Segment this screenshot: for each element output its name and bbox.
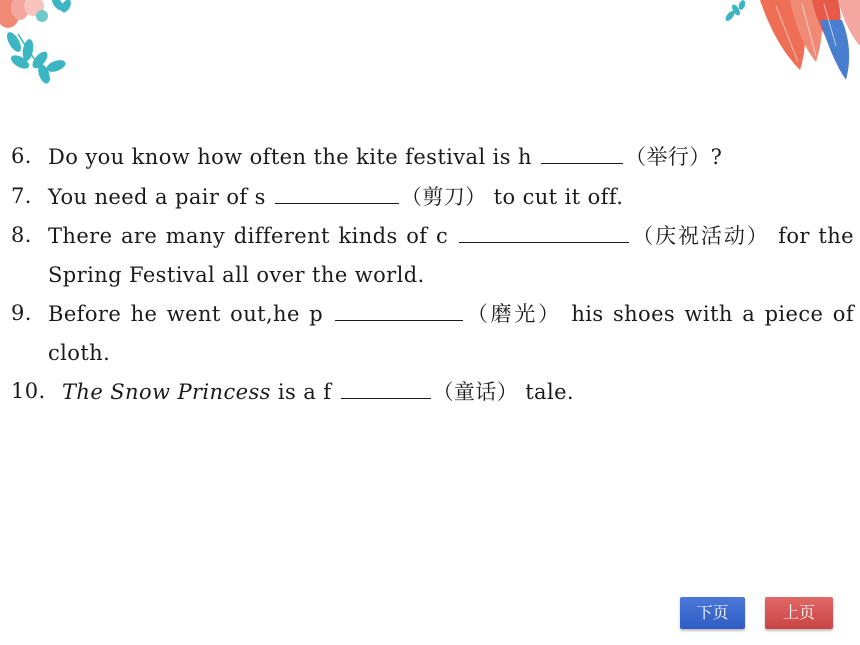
question-text: is a f [277, 380, 332, 404]
chinese-hint: （剪刀） [400, 184, 487, 209]
floral-decoration-left [0, 0, 110, 100]
question-text: Do you know how often the kite festival is h [48, 145, 532, 169]
question-text-after: for the [778, 224, 855, 248]
exercise-list [0, 137, 860, 412]
question-text: There are many different kinds of c [48, 224, 449, 248]
floral-decoration-right [720, 0, 860, 95]
answer-blank[interactable] [335, 294, 463, 321]
question-text: Before he went out,he p [48, 302, 324, 326]
chinese-hint: （庆祝活动） [630, 224, 770, 248]
answer-blank[interactable] [341, 372, 431, 399]
book-title: The Snow Princess [62, 380, 271, 404]
question-number: 9. [11, 301, 32, 325]
question-9 [0, 294, 860, 372]
previous-page-button[interactable]: 上页 [765, 597, 833, 629]
question-8 [0, 216, 860, 294]
answer-blank[interactable] [275, 177, 399, 204]
question-10 [0, 372, 860, 412]
question-number: 6. [11, 144, 32, 168]
question-number: 8. [11, 223, 32, 247]
question-6 [0, 137, 860, 177]
chinese-hint: （磨光） [464, 302, 562, 326]
question-7 [0, 177, 860, 217]
next-page-button[interactable]: 下页 [680, 597, 745, 629]
question-text-line2: cloth. [48, 340, 111, 365]
question-text-line2: Spring Festival all over the world. [48, 262, 425, 287]
question-text-after: his shoes with a piece of [571, 302, 854, 326]
question-text-after: to cut it off. [493, 184, 624, 209]
answer-blank[interactable] [541, 137, 623, 164]
chinese-hint: （童话） [432, 380, 519, 404]
chinese-hint: （举行） [625, 145, 711, 169]
question-number: 10. [11, 379, 46, 403]
question-text-after: ? [710, 145, 723, 169]
question-text: You need a pair of s [48, 184, 266, 209]
answer-blank[interactable] [459, 216, 629, 243]
question-text-after: tale. [525, 380, 574, 404]
question-number: 7. [11, 183, 32, 208]
